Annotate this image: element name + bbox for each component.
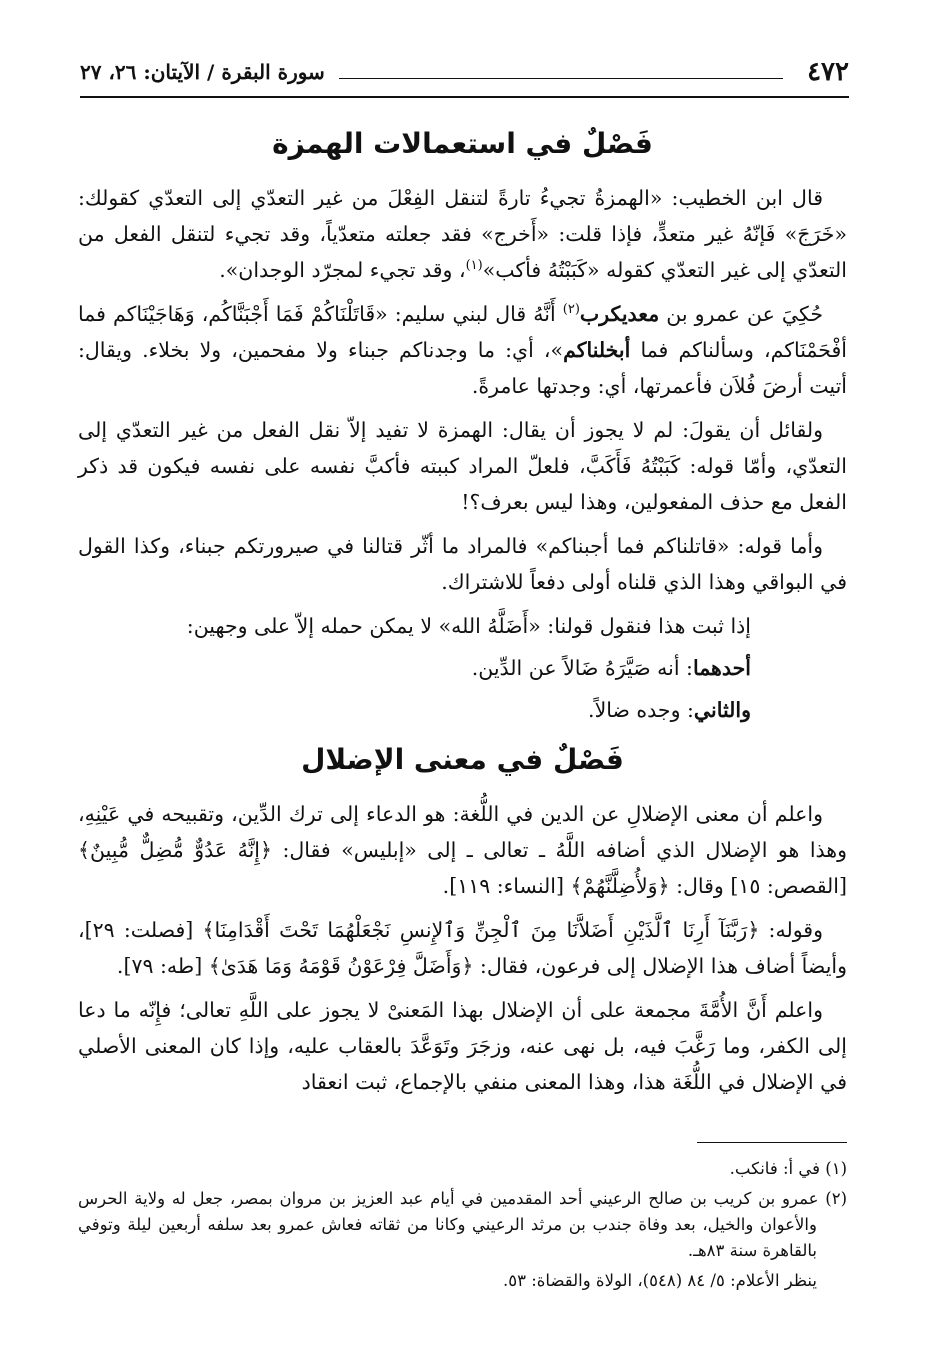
paragraph-reply: وأما قوله: «قاتلناكم فما أجبناكم» فالمراد ما أثّر قتالنا في صيرورتكم جبناء، وكذا القول في البواقي وهذا الذي قلناه أولى دفعاً للاشتراك.: [78, 534, 847, 594]
paragraph-pharaoh: وقوله: ﴿رَبَّنَآ أَرِنَا ٱلَّذَيْنِ أَضَلاَّنَا مِنَ ٱلْجِنِّ وَٱلإِنسِ نَجْعَلْهُمَا تَحْتَ أَقْدَامِنَا﴾ [فصلت: ٢٩]، وأيضاً أضاف هذا الإضلال إلى فرعون، فقال: ﴿وَأَضَلَّ فِرْعَوْنُ قَوْمَهُ وَمَا هَدَىٰ﴾ [طه: ٧٩].: [78, 918, 847, 978]
footnote-2-sources: ينظر الأعلام: ٥/ ٨٤ (٥٤٨)، الولاة والقضاة: ٥٣.: [502, 1271, 817, 1290]
page-number: ٤٧٢: [807, 57, 849, 87]
running-head: سورة البقرة / الآيتان: ٢٦، ٢٧: [80, 60, 325, 84]
section-title-idlal: فَصْلٌ في معنى الإضلال: [301, 743, 624, 776]
paragraph-two-aspects: إذا ثبت هذا فنقول قولنا: «أَضَلَّهُ الله» لا يمكن حمله إلاّ على وجهين:: [186, 614, 751, 638]
aspect-first-label: أحدهما: [692, 656, 751, 680]
footnote-1: (١) في أ: فانكب.: [729, 1159, 847, 1178]
page-header: [80, 48, 849, 98]
name-madikarib: معديكرب: [579, 302, 660, 326]
header-rule: [339, 78, 783, 79]
aspect-first: أحدهما: أنه صَيَّرَهُ ضَالاً عن الدِّين.: [471, 656, 751, 680]
paragraph-idlal-meaning: واعلم أن معنى الإضلالِ عن الدين في اللُّغة: هو الدعاء إلى ترك الدِّين، وتقبيحه في عَيْنِهِ، وهذا هو الإضلال الذي أضافه اللَّهُ ـ تعالى ـ إلى «إبليس» فقال: ﴿إِنَّهُ عَدُوٌّ مُّضِلٌّ مُّبِينٌ﴾ [القصص: ١٥] وقال: ﴿وَلأُضِلَّنَّهُمْ﴾ [النساء: ١١٩].: [78, 802, 847, 898]
main-text: [78, 118, 847, 1108]
paragraph-ibn-khatib: قال ابن الخطيب: «الهمزةُ تجيءُ تارةً لتنقل الفِعْلَ من غير التعدّي إلى التعدّي كقولك: «خَرَجَ» فَإنّهُ غير متعدٍّ، فإذا قلت: «أَخرج» فقد جعلته متعدّياً، وقد تجيء لتنقل الفعل من التعدّي إلى غير التعدّي كقوله «كَبَبْتُهُ فأكب»$^{(١)}$، وقد تجيء لمجرّد الوجدان».: [78, 186, 847, 282]
paragraph-consensus: واعلم أَنَّ الأُمَّةَ مجمعة على أن الإضلال بهذا المَعنىْ لا يجوز على اللَّهِ تعالى؛ فإِنّه ما دعا إلى الكفر، وما رَغَّبَ فيه، بل نهى عنه، وزجَرَ وتَوَعَّدَ بالعقاب عليه، وإذا كان المعنى الأصلي في الإضلال في اللُّغَة هذا، وهذا المعنى منفي بالإجماع، ثبت انعقاد: [78, 998, 847, 1094]
footnotes: [78, 1156, 847, 1298]
footnote-separator: [697, 1142, 847, 1143]
aspect-second-label: والثاني: [693, 698, 751, 722]
footnote-ref-1[interactable]: (١): [465, 258, 483, 274]
aspect-second: والثاني: وجده ضالاً.: [588, 698, 751, 722]
word-abkhalnakum: أبخلناكم: [563, 338, 631, 362]
paragraph-objection: ولقائل أن يقولَ: لم لا يجوز أن يقال: الهمزة لا تفيد إلاّ نقل الفعل من غير التعدّي إلى التعدّي، وأمّا قوله: كَبَبْتُهُ فَأَكَبَّ، فلعلّ المراد كببته فأكبَّ نفسه على نفسه فيكون قد ذكر الفعل مع حذف المفعولين، وهذا ليس بعرف؟!: [78, 418, 847, 514]
footnote-2: (٢) عمرو بن كريب بن صالح الرعيني أحد المقدمين في أيام عبد العزيز بن مروان بمصر، جعل له ولاية الحرس والأعوان والخيل، بعد وفاة جندب بن مرثد الرعيني وكانا من ثقاته فعاش عمرو بعد سلفه أربعين ليلة وتوفي بالقاهرة سنة ٨٣هـ.: [78, 1189, 847, 1260]
paragraph-amr-bin-madikarib: حُكِيَ عن عمرو بن معديكرب$^{(٢)}$ أَنَّهُ قال لبني سليم: «قَاتَلْنَاكُمْ فَمَا أَجْبَنَّاكُم، وَهَاجَيْنَاكم فما أفْحَمْنَاكم، وسألناكم فما أبخلناكم»، أي: ما وجدناكم جبناء ولا مفحمين، ولا بخلاء. ويقال: أتيت أرضَ فُلاَن فأعمرتها، أي: وجدتها عامرةً.: [78, 302, 848, 398]
section-title-hamza: فَصْلٌ في استعمالات الهمزة: [272, 127, 653, 160]
footnote-ref-2[interactable]: (٢): [562, 302, 580, 318]
